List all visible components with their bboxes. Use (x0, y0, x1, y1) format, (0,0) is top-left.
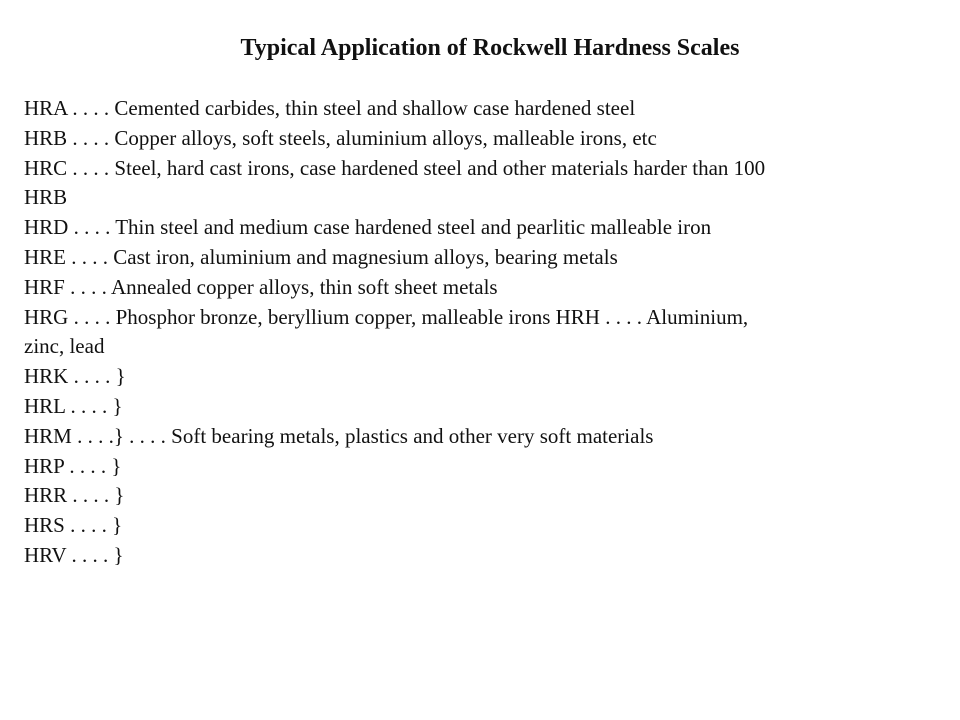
page-title: Typical Application of Rockwell Hardness Scales (240, 35, 740, 61)
text-line: HRV . . . . } (24, 542, 124, 567)
text-line: HRB . . . . Copper alloys, soft steels, aluminium alloys, malleable irons, etc (24, 125, 657, 150)
text-line: HRS . . . . } (24, 513, 123, 538)
scale-list (24, 94, 954, 571)
text-line: HRD . . . . Thin steel and medium case hardened steel and pearlitic malleable iron (24, 215, 712, 240)
text-line: HRE . . . . Cast iron, aluminium and magnesium alloys, bearing metals (24, 244, 618, 269)
text-line: HRM . . . .} . . . . Soft bearing metals, plastics and other very soft materials (24, 423, 654, 448)
text-line: HRA . . . . Cemented carbides, thin steel and shallow case hardened steel (24, 96, 636, 120)
text-line: zinc, lead (24, 334, 105, 359)
text-line: HRF . . . . Annealed copper alloys, thin soft sheet metals (24, 274, 498, 299)
text-line: HRG . . . . Phosphor bronze, beryllium copper, malleable irons HRH . . . . Aluminium, (24, 304, 749, 329)
text-line: HRP . . . . } (24, 453, 122, 478)
text-line: HRC . . . . Steel, hard cast irons, case hardened steel and other materials harder than 100 (24, 155, 766, 180)
text-line: HRB (24, 185, 68, 210)
text-line: HRL . . . . } (24, 393, 123, 418)
text-line: HRK . . . . } (24, 364, 126, 389)
text-line: HRR . . . . } (24, 483, 125, 508)
